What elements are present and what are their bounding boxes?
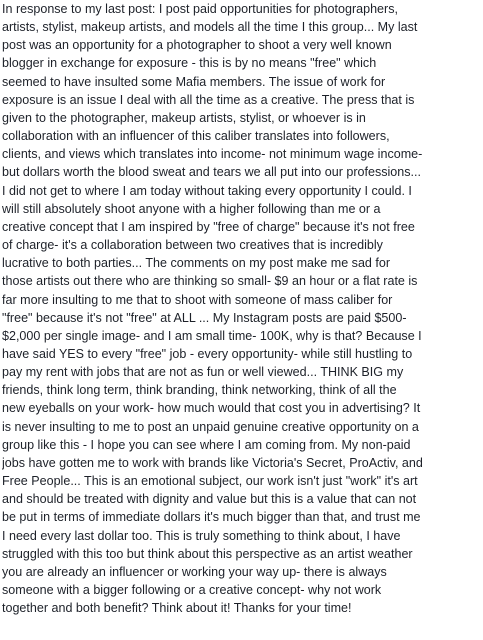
post-text-line: friends, think long term, think branding, think networking, think of all the	[2, 383, 397, 398]
post-text-line: creative concept that I am inspired by "free of charge" because it's not free	[2, 219, 415, 234]
post-text-line: In response to my last post: I post paid opportunities for photographers,	[2, 2, 398, 16]
post-text-line: jobs have gotten me to work with brands like Victoria's Secret, ProActiv, and	[2, 455, 423, 470]
post-text-line: someone with a bigger following or a creative concept- why not work	[2, 583, 382, 597]
post-text-line: struggled with this too but think about this perspective as an artist weather	[2, 546, 413, 561]
post-text-line: together and both benefit? Think about it! Thanks for your time!	[2, 601, 352, 616]
post-text-line: I need every last dollar too. This is truly something to think about, I have	[2, 528, 401, 543]
post-text-line: is never insulting to me to post an unpaid genuine creative opportunity on a	[2, 419, 419, 434]
post-text-line: exposure is an issue I deal with all the time as a creative. The press that is	[2, 92, 415, 107]
post-body	[2, 0, 480, 640]
post-text-line: collaboration with an influencer of this caliber translates into followers,	[2, 129, 390, 144]
post-text-line: lucrative to both parties... The comments on my post make me sad for	[2, 256, 391, 271]
post-text-line: blogger in exchange for exposure - this is by no means "free" which	[2, 56, 377, 71]
post-text-line: group like this - I hope you can see where I am coming from. My non-paid	[2, 437, 411, 452]
post-text-line: seemed to have insulted some Mafia members. The issue of work for	[2, 74, 386, 89]
post-text-line: post was an opportunity for a photographer to shoot a very well known	[2, 38, 392, 53]
post-text-line: $2,000 per single image- and I am small time- 100K, why is that? Because I	[2, 328, 422, 343]
post-text-line: will still absolutely shoot anyone with a higher following than me or a	[2, 201, 381, 216]
post-text-line: those artists out there who are thinking so small- $9 an hour or a flat rate is	[2, 274, 418, 289]
post-text-line: of charge- it's a collaboration between two creatives that is incredibly	[2, 238, 383, 253]
post-text-line: be put in terms of immediate dollars it's much bigger than that, and trust me	[2, 510, 421, 525]
post-text-line: new eyeballs on your work- how much would that cost you in advertising? It	[2, 401, 421, 416]
post-text-line: I did not get to where I am today without taking every opportunity I could. I	[2, 183, 412, 198]
post-text-line: have said YES to every "free" job - every opportunity- while still hustling to	[2, 346, 413, 361]
post-text-line: clients, and views which translates into income- not minimum wage income-	[2, 147, 423, 162]
post-text-line: pay my rent with jobs that are not as fun or well viewed... THINK BIG my	[2, 365, 404, 380]
post-text-line: Free People... This is an emotional subject, our work isn't just "work" it's art	[2, 474, 418, 489]
post-text-line: far more insulting to me that to shoot with someone of mass caliber for	[2, 292, 393, 307]
post-text-line: artists, stylist, makeup artists, and models all the time I this group... My last	[2, 20, 418, 35]
post-text-line: "free" because it's not "free" at ALL ... My Instagram posts are paid $500-	[2, 310, 407, 325]
post-text-line: and should be treated with dignity and value but this is a value that can not	[2, 492, 417, 507]
post-text-line: but dollars worth the blood sweat and tears we all put into our professions...	[2, 165, 421, 180]
post-text-line: given to the photographer, makeup artists, stylist, or whoever is in	[2, 110, 366, 125]
post-text-line: you are already an influencer or working your way up- there is always	[2, 564, 387, 579]
